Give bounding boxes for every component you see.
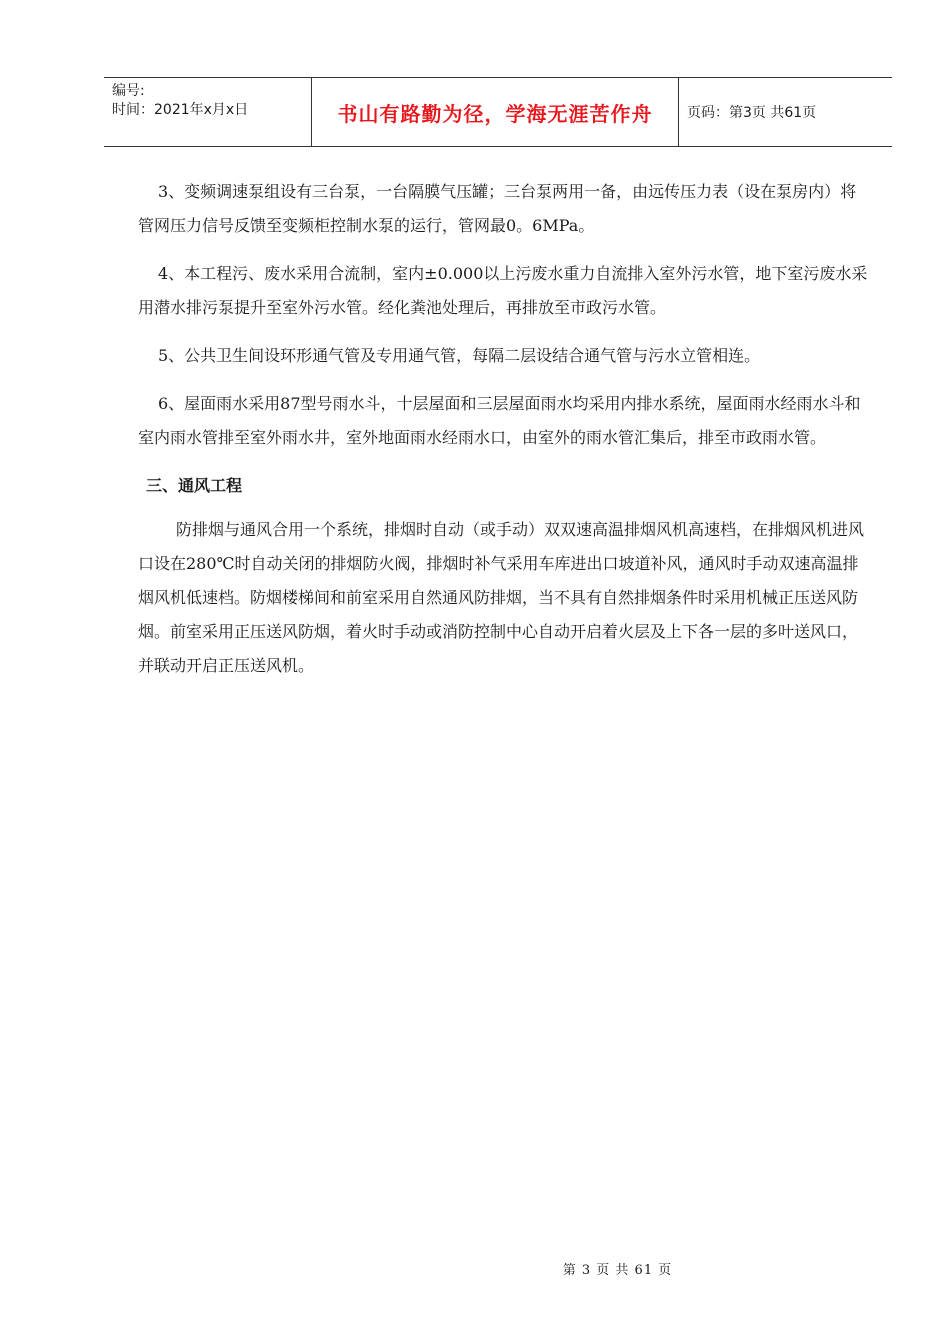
page-footer: 第 3 页 共 61 页 [562, 1263, 673, 1278]
header-page-cell [679, 78, 892, 146]
paragraph-4: 4、本工程污、废水采用合流制，室内±0.000以上污废水重力自流排入室外污水管，地下室污废水采用潜水排污泵提升至室外污水管。经化粪池处理后，再排放至市政污水管。 [138, 264, 868, 317]
paragraph-3: 3、变频调速泵组设有三台泵，一台隔膜气压罐；三台泵两用一备，由远传压力表（设在泵房内）将管网压力信号反馈至变频柜控制水泵的运行，管网最0。6MPa。 [138, 182, 857, 235]
document-number-label: 编号: [112, 83, 145, 99]
header-motto-cell [312, 78, 679, 146]
paragraph-5: 5、公共卫生间设环形通气管及专用通气管，每隔二层设结合通气管与污水立管相连。 [158, 346, 761, 365]
document-header [104, 77, 892, 147]
section-title-ventilation: 三、通风工程 [146, 476, 243, 495]
paragraph-6: 6、屋面雨水采用87型号雨水斗，十层屋面和三层屋面雨水均采用内排水系统，屋面雨水经雨水斗和室内雨水管排至室外雨水井，室外地面雨水经雨水口，由室外的雨水管汇集后，排至市政雨水管。 [138, 394, 861, 447]
document-body [138, 175, 868, 697]
header-page-number: 页码：第3页 共61页 [687, 105, 817, 121]
header-meta-cell [104, 78, 312, 146]
document-date-label: 时间：2021年x月x日 [112, 102, 249, 118]
paragraph-ventilation: 防排烟与通风合用一个系统，排烟时自动（或手动）双双速高温排烟风机高速档，在排烟风机进风口设在280℃时自动关闭的排烟防火阀，排烟时补气采用车库进出口坡道补风，通风时手动双速高温排烟风机低速档。防烟楼梯间和前室采用自然通风防排烟，当不具有自然排烟条件时采用机械正压送风防烟。前室采用正压送风防烟，着火时手动或消防控制中心自动开启着火层及上下各一层的多叶送风口，并联动开启正压送风机。 [138, 520, 865, 675]
motto-text: 书山有路勤为径，学海无涯苦作舟 [337, 101, 653, 126]
